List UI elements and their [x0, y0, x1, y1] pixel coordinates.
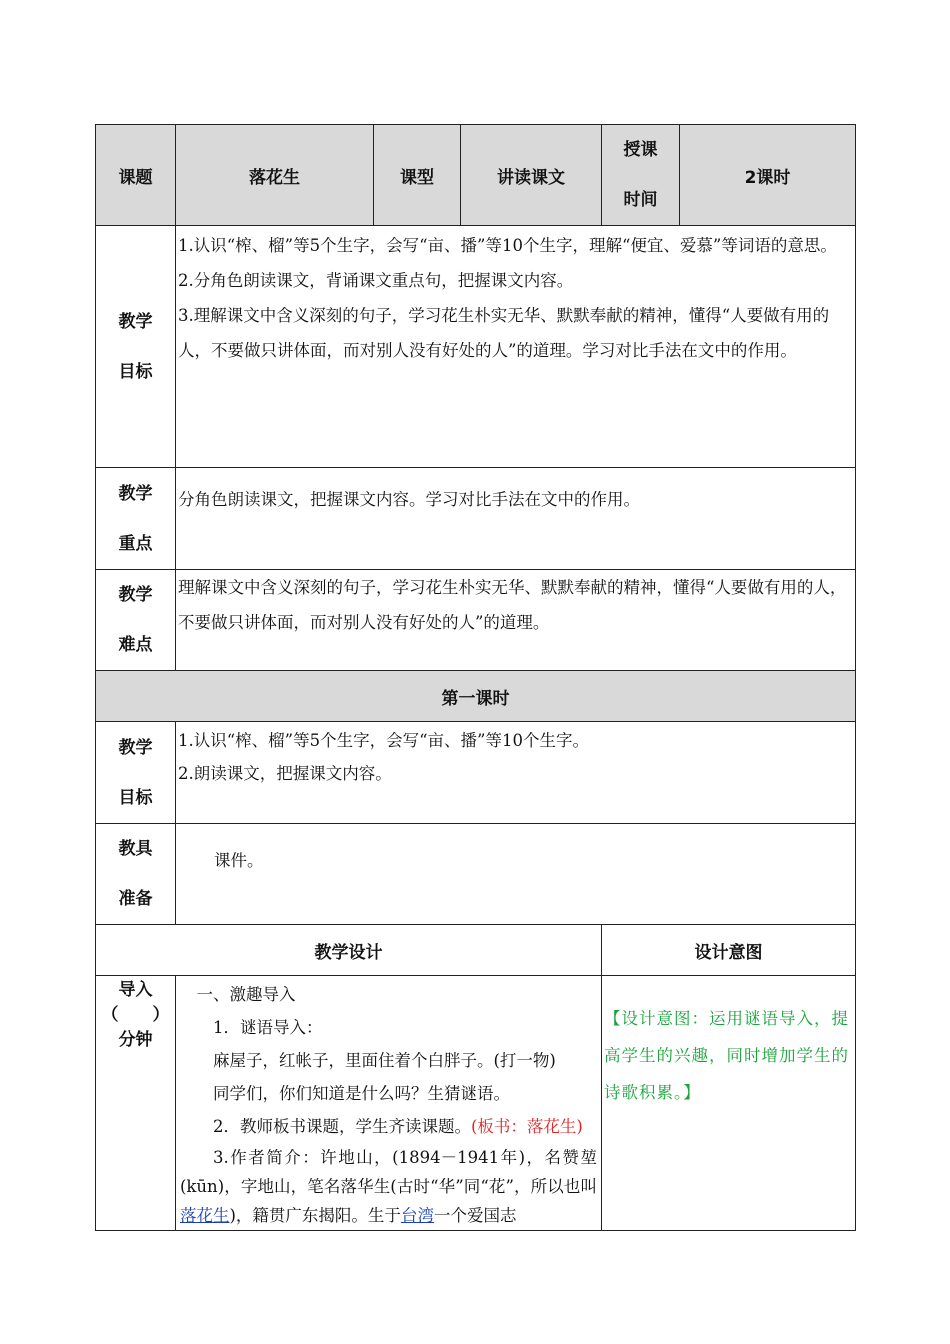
- intro-step-3-a: 3.作者简介：许地山，(1894－1941年)，名赞堃(kūn)，字地山，笔名落华生(古时“华”同“花”，所以也叫: [180, 1148, 597, 1196]
- goals-label: [96, 226, 176, 468]
- difficulties-label-line-1: 教学: [118, 585, 153, 605]
- time-label: [602, 125, 680, 226]
- intro-step-2: [180, 1110, 597, 1143]
- intro-content: [176, 976, 602, 1231]
- intro-step-3-c: 一个爱国志: [433, 1206, 517, 1225]
- intro-section-title: 一、激趣导入: [196, 985, 296, 1004]
- intro-step-3: [180, 1143, 597, 1230]
- difficulties-label: [96, 570, 176, 671]
- difficulties-text: 理解课文中含义深刻的句子，学习花生朴实无华、默默奉献的精神，懂得“人要做有用的人，不要做只讲体面，而对别人没有好处的人”的道理。: [178, 578, 847, 632]
- difficulties-label-line-2: 难点: [118, 635, 153, 655]
- intro-question: 同学们，你们知道是什么吗？生猜谜语。: [213, 1084, 510, 1103]
- lesson1-tools-label-line-1: 教具: [118, 839, 153, 859]
- key-points-label-line-1: 教学: [118, 483, 153, 504]
- goal-item: 2.分角色朗读课文，背诵课文重点句，把握课文内容。: [178, 271, 574, 290]
- lesson1-tools-row: [96, 824, 856, 925]
- goal-item: 3.理解课文中含义深刻的句子，学习花生朴实无华、默默奉献的精神，懂得“人要做有用的人，不要做只讲体面，而对别人没有好处的人”的道理。学习对比手法在文中的作用。: [178, 306, 830, 360]
- lesson1-goals-label: [96, 722, 176, 824]
- goals-label-line-2: 目标: [118, 361, 153, 382]
- intro-label-line-3: 分钟: [118, 1030, 153, 1050]
- key-points-content: [176, 468, 856, 570]
- intro-label: [96, 976, 176, 1231]
- lesson1-goals-label-line-1: 教学: [118, 737, 153, 758]
- key-points-label-line-2: 重点: [118, 533, 153, 554]
- design-col-right: 设计意图: [602, 925, 856, 976]
- lesson1-goals-row: [96, 722, 856, 824]
- difficulties-row: [96, 570, 856, 671]
- key-points-text: 分角色朗读课文，把握课文内容。学习对比手法在文中的作用。: [178, 490, 640, 509]
- goals-row: [96, 226, 856, 468]
- lesson1-goals-label-line-2: 目标: [118, 787, 153, 808]
- intro-label-line-2: （ ）: [101, 1005, 170, 1025]
- key-points-label: [96, 468, 176, 570]
- type-value: 讲读课文: [461, 125, 602, 226]
- lesson1-title: 第一课时: [96, 671, 856, 722]
- luohuasheng-link[interactable]: 落花生: [180, 1206, 230, 1225]
- intro-step-2-text: 2．教师板书课题，学生齐读课题。: [213, 1117, 471, 1136]
- design-col-left: 教学设计: [96, 925, 602, 976]
- design-intro-row: [96, 976, 856, 1231]
- key-points-row: [96, 468, 856, 570]
- design-intent: 【设计意图：运用谜语导入，提高学生的兴趣，同时增加学生的诗歌积累。】: [602, 976, 856, 1231]
- lesson1-tools-content: [176, 824, 856, 925]
- topic-value: 落花生: [176, 125, 374, 226]
- topic-label: 课题: [96, 125, 176, 226]
- lesson1-title-row: [96, 671, 856, 722]
- type-label: 课型: [374, 125, 461, 226]
- goals-label-line-1: 教学: [118, 311, 153, 332]
- intro-step-1: 1．谜语导入：: [213, 1018, 323, 1037]
- taiwan-link[interactable]: 台湾: [400, 1206, 434, 1225]
- lesson1-tools-label-line-2: 准备: [118, 889, 153, 909]
- lesson-plan-table: [95, 124, 856, 1231]
- goals-content: [176, 226, 856, 468]
- blackboard-note: (板书：落花生): [471, 1117, 583, 1136]
- lesson1-goal-item: 1.认识“榨、榴”等5个生字，会写“亩、播”等10个生字。: [178, 731, 589, 750]
- intro-riddle: 麻屋子，红帐子，里面住着个白胖子。(打一物): [213, 1051, 556, 1070]
- difficulties-content: [176, 570, 856, 671]
- time-label-line-1: 授课: [623, 140, 658, 160]
- time-value: 2课时: [680, 125, 856, 226]
- lesson1-tools-text: 课件。: [214, 851, 264, 870]
- intro-label-line-1: 导入: [118, 980, 153, 1000]
- design-header-row: [96, 925, 856, 976]
- goal-item: 1.认识“榨、榴”等5个生字，会写“亩、播”等10个生字，理解“便宜、爱慕”等词语的意思。: [178, 236, 837, 255]
- lesson1-tools-label: [96, 824, 176, 925]
- header-row: [96, 125, 856, 226]
- intro-step-3-b: )，籍贯广东揭阳。生于: [229, 1206, 401, 1225]
- lesson-plan-sheet: [95, 124, 855, 1231]
- lesson1-goal-item: 2.朗读课文，把握课文内容。: [178, 764, 392, 783]
- lesson1-goals-content: [176, 722, 856, 824]
- time-label-line-2: 时间: [623, 190, 658, 210]
